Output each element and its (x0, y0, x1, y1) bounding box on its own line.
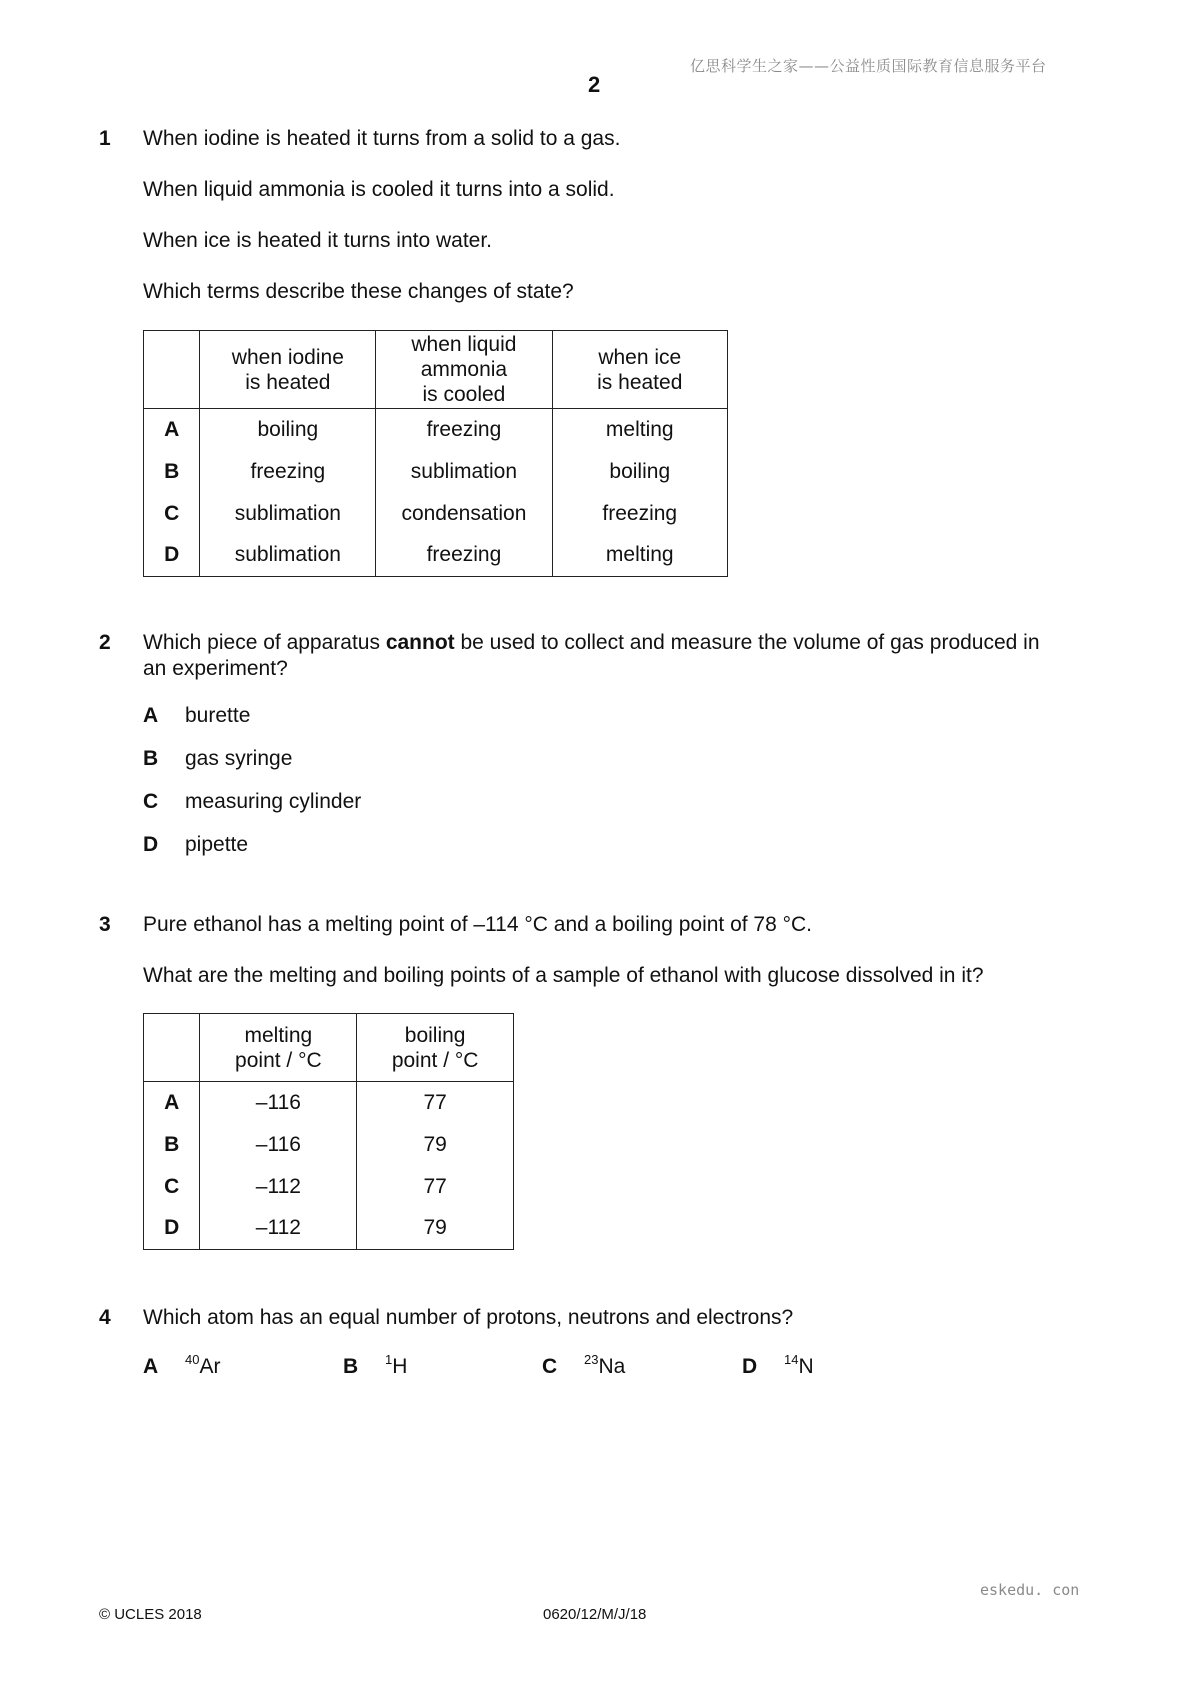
table-cell: condensation (376, 493, 552, 535)
table-row (144, 535, 728, 577)
list-item (143, 790, 361, 814)
table-cell: boiling (552, 451, 727, 493)
q2-text: be used to collect and measure the volume of gas produced in (454, 631, 1040, 654)
table-cell: –112 (200, 1208, 357, 1250)
table-row (144, 451, 728, 493)
header-line: is cooled (422, 383, 506, 406)
table-cell: –116 (200, 1082, 357, 1124)
option-letter: D (143, 833, 159, 856)
mass-number: 1 (385, 1352, 393, 1367)
table-cell: –116 (200, 1124, 357, 1166)
table-cell: melting (552, 535, 727, 577)
header-line: melting (244, 1023, 313, 1047)
table-row (144, 1208, 514, 1250)
option-letter: C (144, 493, 200, 535)
element-symbol: H (392, 1355, 408, 1378)
table-row (144, 409, 728, 451)
option-letter: A (144, 1082, 200, 1124)
option-letter: B (144, 451, 200, 493)
q2-text: Which piece of apparatus (143, 631, 386, 654)
element-symbol: Na (598, 1355, 626, 1378)
table-cell: freezing (376, 535, 552, 577)
option-letter: B (144, 1124, 200, 1166)
option-text: gas syringe (185, 747, 293, 770)
mass-number: 23 (584, 1352, 599, 1367)
list-item (143, 1352, 220, 1379)
header-line: ammonia (420, 358, 508, 381)
site-watermark: eskedu. con (980, 1581, 1080, 1599)
header-line: when iodine (231, 345, 344, 369)
question-number: 4 (99, 1306, 111, 1329)
question-number: 3 (99, 913, 111, 936)
list-item (143, 704, 250, 728)
table-row (144, 1166, 514, 1208)
option-text: measuring cylinder (185, 790, 362, 813)
table-cell: –112 (200, 1166, 357, 1208)
table-header (357, 1014, 514, 1082)
option-letter: C (144, 1166, 200, 1208)
table-cell: 79 (357, 1124, 514, 1166)
q1-line: When ice is heated it turns into water. (143, 229, 493, 252)
header-line: is heated (245, 370, 331, 394)
option-letter: D (144, 1208, 200, 1250)
header-line: is heated (597, 370, 683, 394)
copyright: © UCLES 2018 (99, 1606, 202, 1623)
question-number: 1 (99, 127, 111, 150)
watermark-text: 亿思科学生之家——公益性质国际教育信息服务平台 (690, 57, 1047, 75)
option-letter: C (542, 1355, 558, 1378)
option-text: pipette (185, 833, 249, 856)
q1-line: Which terms describe these changes of state? (143, 280, 574, 303)
question-number: 2 (99, 631, 111, 654)
table-cell: 79 (357, 1208, 514, 1250)
list-item (542, 1352, 625, 1379)
q3-line: Pure ethanol has a melting point of –114 °C and a boiling point of 78 °C. (143, 913, 813, 936)
option-letter: A (143, 1355, 159, 1378)
table-header (200, 1014, 357, 1082)
q3-line: What are the melting and boiling points of a sample of ethanol with glucose dissolved in it? (143, 964, 984, 987)
option-letter: C (143, 790, 159, 813)
table-cell: freezing (552, 493, 727, 535)
table-corner (144, 1014, 200, 1082)
q3-options-table (143, 1013, 514, 1250)
table-header (376, 331, 552, 409)
header-line: when liquid (411, 333, 517, 356)
table-cell: freezing (200, 451, 376, 493)
q4-question: Which atom has an equal number of protons, neutrons and electrons? (143, 1306, 794, 1329)
page-number: 2 (588, 72, 601, 97)
list-item (343, 1352, 407, 1379)
option-letter: D (144, 535, 200, 577)
table-cell: 77 (357, 1166, 514, 1208)
table-header (200, 331, 376, 409)
table-cell: 77 (357, 1082, 514, 1124)
list-item (143, 747, 292, 771)
q1-line: When iodine is heated it turns from a solid to a gas. (143, 127, 621, 150)
table-corner (144, 331, 200, 409)
table-cell: freezing (376, 409, 552, 451)
table-row (144, 1124, 514, 1166)
table-cell: sublimation (200, 493, 376, 535)
option-text: burette (185, 704, 251, 727)
table-row (144, 1082, 514, 1124)
mass-number: 14 (784, 1352, 799, 1367)
option-letter: A (144, 409, 200, 451)
header-line: point / °C (391, 1048, 479, 1072)
table-header (552, 331, 727, 409)
q2-emphasis: cannot (385, 631, 455, 654)
mass-number: 40 (185, 1352, 200, 1367)
header-line: boiling (404, 1023, 466, 1047)
list-item (742, 1352, 814, 1379)
header-line: point / °C (235, 1048, 322, 1072)
q1-options-table (143, 330, 728, 577)
q2-question (143, 631, 1040, 655)
header-line: when ice (598, 345, 682, 369)
element-symbol: Ar (199, 1355, 221, 1378)
option-letter: B (343, 1355, 359, 1378)
element-symbol: N (798, 1355, 814, 1378)
table-cell: sublimation (200, 535, 376, 577)
q2-question-line2: an experiment? (143, 657, 288, 680)
paper-code: 0620/12/M/J/18 (543, 1606, 647, 1623)
table-cell: boiling (200, 409, 376, 451)
table-cell: melting (552, 409, 727, 451)
option-letter: A (143, 704, 159, 727)
table-cell: sublimation (376, 451, 552, 493)
option-letter: B (143, 747, 159, 770)
table-row (144, 493, 728, 535)
list-item (143, 833, 248, 857)
q1-line: When liquid ammonia is cooled it turns into a solid. (143, 178, 615, 201)
option-letter: D (742, 1355, 758, 1378)
